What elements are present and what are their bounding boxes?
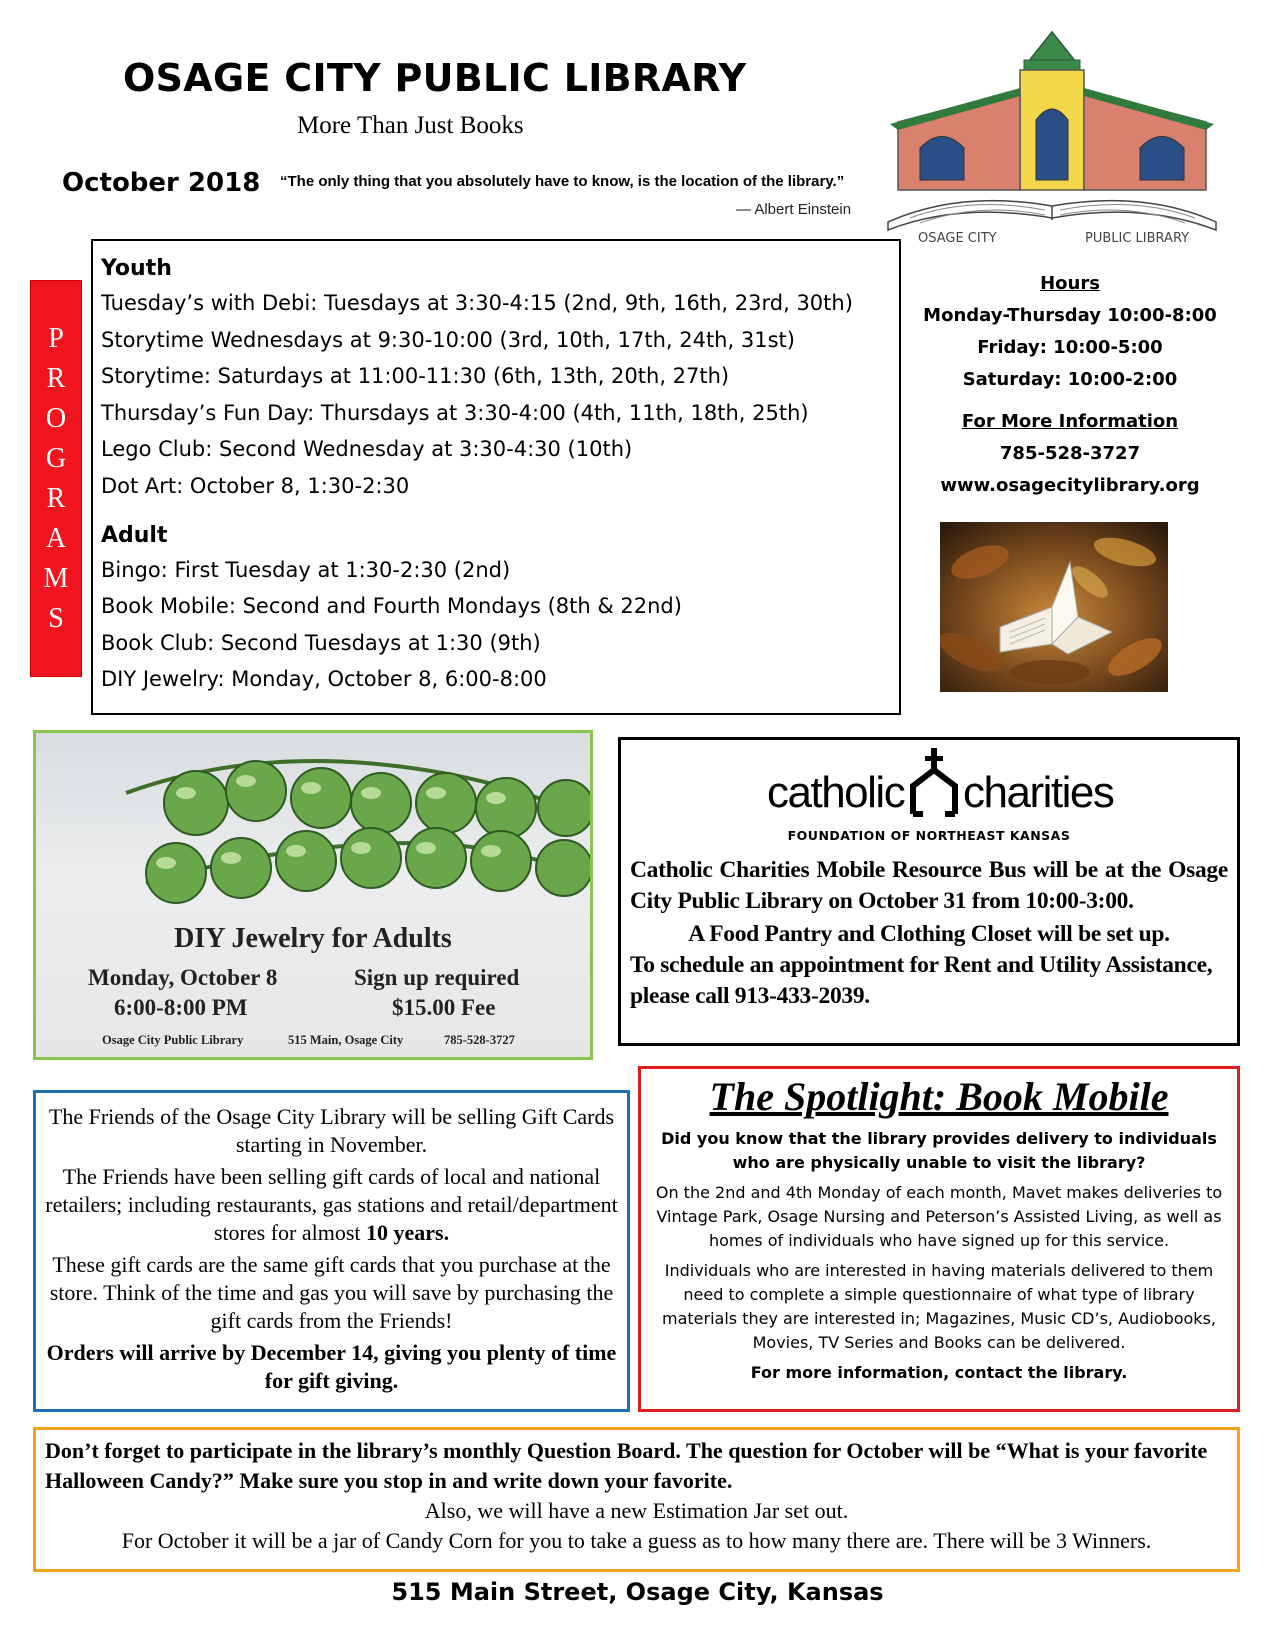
programs-letter: R xyxy=(46,482,66,514)
friends-paragraph: These gift cards are the same gift cards that you purchase at the store. Think of the time and gas you will save by purchasing the gift cards from the Friends! xyxy=(49,1252,614,1333)
library-phone: 785-528-3727 xyxy=(999,443,1141,464)
jewelry-footer-address: 515 Main, Osage City xyxy=(288,1033,404,1047)
spotlight-lead: Did you know that the library provides delivery to individuals who are physically unable to visit the library? xyxy=(661,1129,1217,1172)
info-heading: For More Information xyxy=(961,411,1179,432)
friends-gift-card-notice xyxy=(33,1090,630,1412)
jewelry-footer-phone: 785-528-3727 xyxy=(444,1033,515,1047)
programs-letter: A xyxy=(45,522,67,554)
jewelry-date: Monday, October 8 xyxy=(88,965,278,990)
library-title: OSAGE CITY PUBLIC LIBRARY xyxy=(123,56,747,100)
friends-orders-note: Orders will arrive by December 14, giving you plenty of time for gift giving. xyxy=(46,1340,617,1393)
programs-schedule xyxy=(91,239,901,715)
estimation-jar-paragraph: Also, we will have a new Estimation Jar set out. xyxy=(424,1498,849,1523)
jewelry-flyer-title: DIY Jewelry for Adults xyxy=(174,923,452,954)
spotlight-title: The Spotlight: Book Mobile xyxy=(709,1074,1169,1119)
friends-paragraph: The Friends have been selling gift cards of local and national retailers; including restaurants, gas stations and retail/department stores for almost 10 years. xyxy=(45,1164,618,1245)
spotlight-paragraph: On the 2nd and 4th Monday of each month, Mavet makes deliveries to Vintage Park, Osage Nursing and Peterson’s Assisted Living, as well as homes of individuals who have signed up for this service. xyxy=(655,1183,1223,1250)
library-website[interactable]: www.osagecitylibrary.org xyxy=(940,475,1200,496)
library-logo-icon xyxy=(880,30,1225,246)
hours-heading: Hours xyxy=(1040,273,1100,294)
youth-heading: Youth xyxy=(101,256,172,281)
cc-paragraph: Catholic Charities Mobile Resource Bus will be at the Osage City Public Library on October 31 from 10:00-3:00. xyxy=(630,857,1228,914)
program-item: Bingo: First Tuesday at 1:30-2:30 (2nd) xyxy=(101,557,511,582)
hours-line: Saturday: 10:00-2:00 xyxy=(962,369,1178,390)
program-item: Dot Art: October 8, 1:30-2:30 xyxy=(101,473,410,498)
program-item: Tuesday’s with Debi: Tuesdays at 3:30-4:15 (2nd, 9th, 16th, 23rd, 30th) xyxy=(101,291,853,315)
program-item: Book Club: Second Tuesdays at 1:30 (9th) xyxy=(101,630,541,655)
logo-subtitle: FOUNDATION OF NORTHEAST KANSAS xyxy=(787,828,1071,843)
programs-letter: R xyxy=(46,362,66,394)
question-board-notice xyxy=(33,1427,1240,1572)
book-in-leaves-photo xyxy=(940,522,1168,692)
newsletter-month: October 2018 xyxy=(62,168,261,198)
logo-charities: charities xyxy=(963,768,1114,817)
library-tagline: More Than Just Books xyxy=(297,112,524,139)
jewelry-signup: Sign up required xyxy=(354,965,520,990)
hours-panel xyxy=(905,268,1235,502)
hours-line: Friday: 10:00-5:00 xyxy=(977,337,1163,358)
jewelry-fee: $15.00 Fee xyxy=(392,995,496,1020)
programs-letter: P xyxy=(48,322,64,354)
programs-letter: G xyxy=(45,442,67,474)
friends-paragraph: The Friends of the Osage City Library will be selling Gift Cards starting in November. xyxy=(48,1104,615,1157)
program-item: Book Mobile: Second and Fourth Mondays (8th & 22nd) xyxy=(101,594,682,619)
estimation-jar-details: For October it will be a jar of Candy Corn for you to take a guess as to how many there are. There will be 3 Winners. xyxy=(121,1528,1152,1553)
logo-right-text: PUBLIC LIBRARY xyxy=(1085,231,1190,246)
spotlight-book-mobile xyxy=(638,1066,1240,1412)
programs-letter: O xyxy=(45,402,67,434)
program-item: Thursday’s Fun Day: Thursdays at 3:30-4:00 (4th, 11th, 18th, 25th) xyxy=(101,400,809,425)
library-address: 515 Main Street, Osage City, Kansas xyxy=(391,1578,884,1606)
programs-vertical-label xyxy=(30,280,82,677)
programs-letter: S xyxy=(48,602,64,634)
catholic-charities-notice xyxy=(618,737,1240,1046)
programs-letter: M xyxy=(43,562,69,594)
spotlight-contact: For more information, contact the library. xyxy=(750,1363,1128,1382)
diy-jewelry-flyer xyxy=(33,730,593,1060)
logo-left-text: OSAGE CITY xyxy=(918,231,997,246)
question-board-paragraph: Don’t forget to participate in the library’s monthly Question Board. The question for October will be “What is your favorite Halloween Candy?” Make sure you stop in and write down your favorite. xyxy=(45,1438,1208,1493)
bead-bracelet-icon xyxy=(36,733,590,923)
einstein-quote: “The only thing that you absolutely have to know, is the location of the library.” xyxy=(280,173,845,190)
catholic-charities-logo xyxy=(621,740,1237,852)
spotlight-paragraph: Individuals who are interested in having materials delivered to them need to complete a simple questionnaire of what type of library materials they are interested in; Magazines, Music CD’s, Audiobooks, Movies, TV Series and Books can be delivered. xyxy=(661,1261,1216,1352)
hours-line: Monday-Thursday 10:00-8:00 xyxy=(923,305,1217,326)
adult-heading: Adult xyxy=(101,522,168,548)
quote-author: — Albert Einstein xyxy=(736,201,852,218)
cc-paragraph: To schedule an appointment for Rent and Utility Assistance, please call 913-433-2039. xyxy=(630,952,1213,1009)
friends-years: 10 years. xyxy=(366,1220,450,1245)
program-item: DIY Jewelry: Monday, October 8, 6:00-8:00 xyxy=(101,667,547,692)
house-cross-icon xyxy=(909,748,959,818)
cc-paragraph: A Food Pantry and Clothing Closet will be set up. xyxy=(688,921,1170,947)
program-item: Storytime Wednesdays at 9:30-10:00 (3rd, 10th, 17th, 24th, 31st) xyxy=(101,327,795,352)
jewelry-time: 6:00-8:00 PM xyxy=(114,995,248,1020)
logo-catholic: catholic xyxy=(767,768,905,817)
jewelry-footer-library: Osage City Public Library xyxy=(102,1033,244,1047)
program-item: Lego Club: Second Wednesday at 3:30-4:30 (10th) xyxy=(101,437,633,462)
program-item: Storytime: Saturdays at 11:00-11:30 (6th, 13th, 20th, 27th) xyxy=(101,364,730,389)
